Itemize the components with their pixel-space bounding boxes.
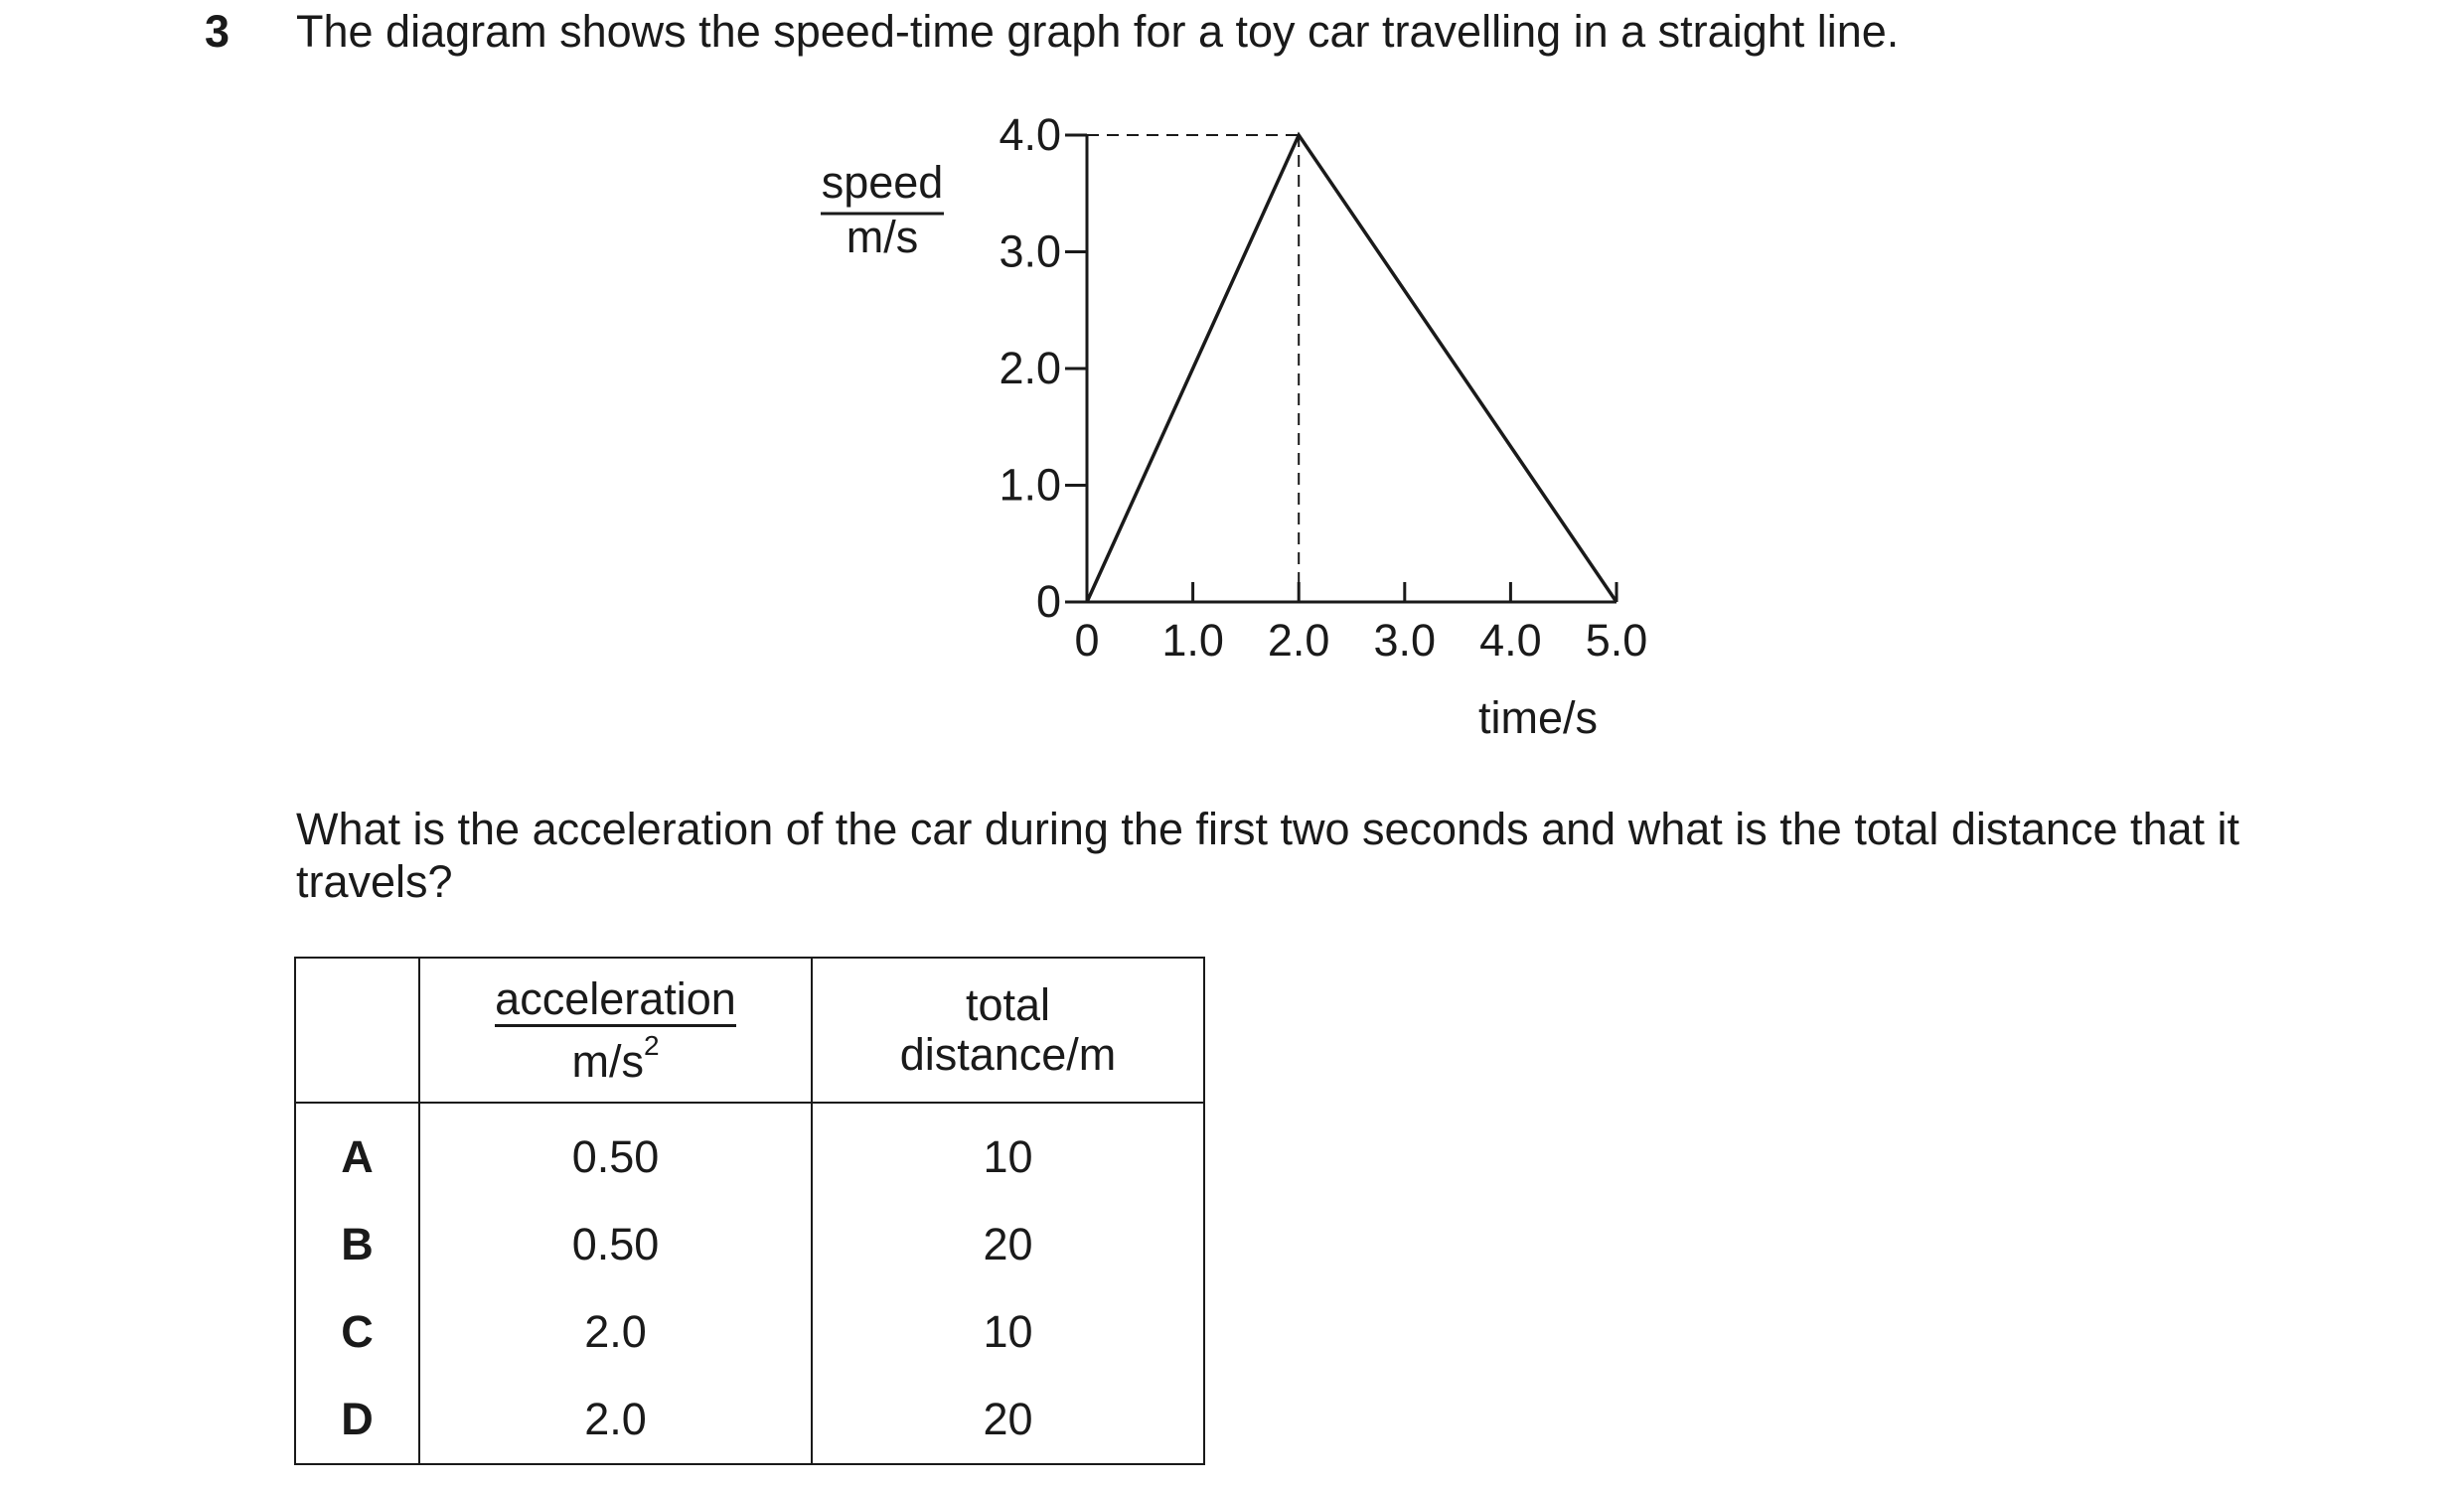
option-letter: B	[295, 1201, 419, 1288]
x-tick-label: 0	[1074, 615, 1100, 666]
x-tick-label: 3.0	[1373, 615, 1437, 666]
y-axis-label-top: speed	[821, 157, 944, 208]
y-tick-label: 2.0	[999, 343, 1061, 393]
option-distance: 10	[812, 1288, 1204, 1376]
x-axis-label: time/s	[1477, 692, 1599, 743]
header-acceleration-power: 2	[643, 1030, 660, 1061]
table-header-row	[295, 958, 1204, 1103]
y-axis-label-bottom: m/s	[846, 212, 919, 262]
header-empty-cell	[295, 958, 419, 1103]
option-acceleration: 2.0	[419, 1288, 812, 1376]
option-row-d	[295, 1376, 1204, 1464]
header-distance-bottom: distance/m	[899, 1029, 1117, 1080]
option-acceleration: 2.0	[419, 1376, 812, 1464]
option-distance: 20	[812, 1201, 1204, 1288]
option-row-a	[295, 1103, 1204, 1201]
header-acceleration-unit-wrap	[420, 1027, 811, 1087]
question-prompt: What is the acceleration of the car during the first two seconds and what is the total distance that it travels?	[296, 804, 2240, 907]
header-distance-top: total	[965, 979, 1051, 1030]
y-tick-label: 0	[1035, 576, 1061, 627]
question-number: 3	[205, 6, 231, 57]
option-acceleration: 0.50	[419, 1201, 812, 1288]
x-tick-label: 5.0	[1585, 615, 1648, 666]
question-intro: The diagram shows the speed-time graph for a toy car travelling in a straight line.	[296, 6, 1900, 57]
header-distance	[812, 958, 1204, 1103]
option-acceleration: 0.50	[419, 1103, 812, 1201]
speed-time-line	[1087, 135, 1617, 602]
answer-table	[294, 957, 1205, 1465]
option-distance: 10	[812, 1103, 1204, 1201]
option-letter: A	[295, 1103, 419, 1201]
y-tick-label: 4.0	[999, 109, 1061, 160]
header-acceleration-unit: m/s	[571, 1036, 644, 1087]
y-tick-label: 1.0	[999, 459, 1061, 511]
x-tick-label: 1.0	[1161, 615, 1224, 666]
header-acceleration	[419, 958, 812, 1103]
option-letter: C	[295, 1288, 419, 1376]
option-distance: 20	[812, 1376, 1204, 1464]
x-tick-label: 4.0	[1479, 615, 1542, 666]
option-row-b	[295, 1201, 1204, 1288]
option-row-c	[295, 1288, 1204, 1376]
option-letter: D	[295, 1376, 419, 1464]
y-tick-label: 3.0	[999, 225, 1061, 277]
header-acceleration-label: acceleration	[495, 974, 736, 1027]
x-tick-label: 2.0	[1267, 615, 1330, 666]
